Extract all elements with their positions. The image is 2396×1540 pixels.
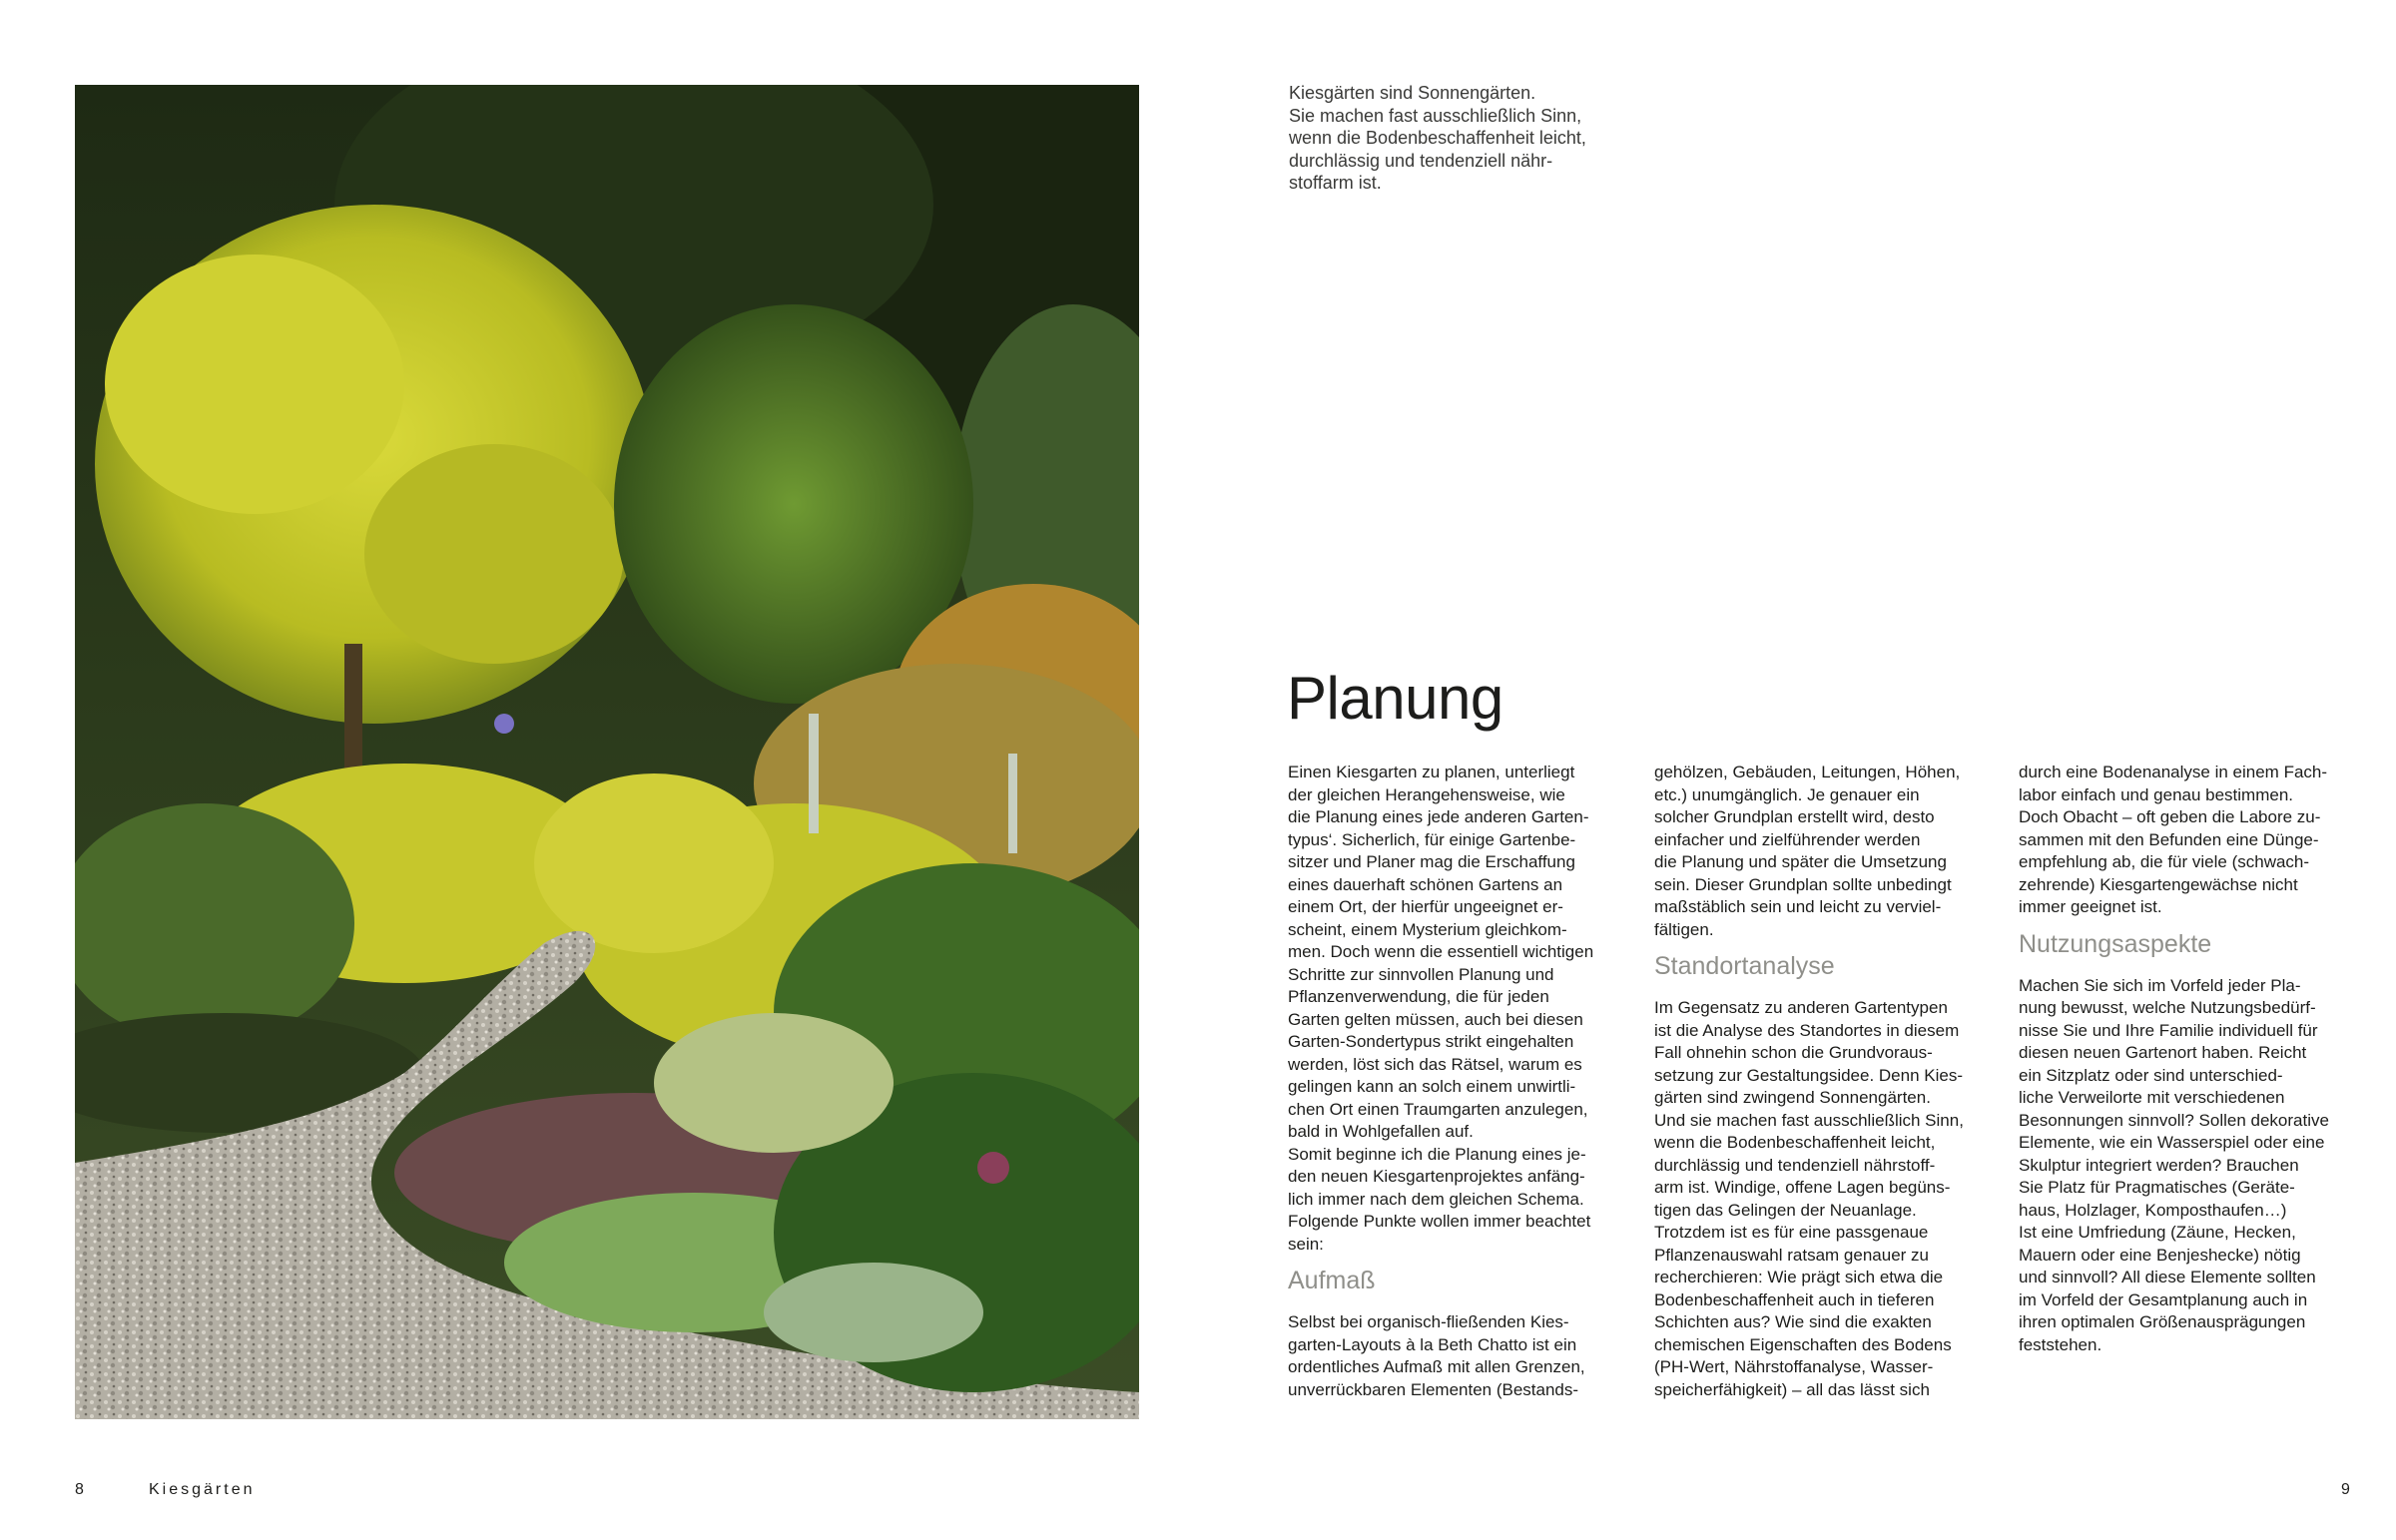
body-line: Bodenbeschaffenheit auch in tieferen [1654,1289,1935,1309]
body-line: einfacher und zielführender werden [1654,829,1921,849]
body-line: maßstäblich sein und leicht zu verviel- [1654,897,1942,916]
body-line: der gleichen Herangehensweise, wie [1288,784,1565,804]
body-line: Mauern oder eine Benjeshecke) nötig [2019,1245,2301,1265]
body-line: etc.) unumgänglich. Je genauer ein [1654,784,1920,804]
body-line: labor einfach und genau bestimmen. [2019,784,2294,804]
body-line: (PH-Wert, Nährstoffanalyse, Wasser- [1654,1357,1934,1376]
body-line: unverrückbaren Elementen (Bestands- [1288,1379,1579,1399]
body-line: ordentliches Aufmaß mit allen Grenzen, [1288,1357,1585,1376]
body-line: setzung zur Gestaltungsidee. Denn Kies- [1654,1065,1964,1085]
body-line: tigen das Gelingen der Neuanlage. [1654,1200,1917,1220]
body-line: werden, löst sich das Rätsel, warum es [1288,1054,1582,1074]
pull-quote-line: wenn die Bodenbeschaffenheit leicht, [1289,128,1586,148]
body-line: durch eine Bodenanalyse in einem Fach- [2019,763,2328,781]
body-line: ist die Analyse des Standortes in diesem [1654,1020,1960,1040]
body-line: recherchieren: Wie prägt sich etwa die [1654,1268,1944,1286]
body-line: Machen Sie sich im Vorfeld jeder Pla- [2019,975,2301,995]
body-line: nisse Sie und Ihre Familie individuell für [2019,1020,2318,1040]
body-line: ein Sitzplatz oder sind unterschied- [2019,1065,2283,1085]
running-title: Kiesgärten [149,1481,256,1498]
body-line: Garten gelten müssen, auch bei diesen [1288,1009,1583,1029]
body-line: Pflanzenauswahl ratsam genauer zu [1654,1245,1929,1265]
body-line: zehrende) Kiesgartengewächse nicht [2019,874,2298,894]
chapter-heading: Planung [1287,665,1503,732]
body-line: Schichten aus? Wie sind die exakten [1654,1312,1932,1331]
body-line: scheint, einem Mysterium gleichkom- [1288,919,1567,939]
body-line: Elemente, wie ein Wasserspiel oder eine [2019,1133,2325,1152]
body-line: Sie Platz für Pragmatisches (Geräte- [2019,1178,2295,1197]
body-line: Selbst bei organisch-fließenden Kies- [1288,1312,1569,1331]
garden-photo-illustration [75,85,1139,1419]
subheading-nutzungsaspekte: Nutzungsaspekte [2019,929,2212,958]
body-line: und sinnvoll? All diese Elemente sollten [2019,1268,2316,1286]
body-line: sein: [1288,1234,1324,1254]
body-line: feststehen. [2019,1334,2102,1354]
subheading-aufmass: Aufmaß [1288,1267,1376,1294]
page-number-left: 8 [75,1481,84,1498]
pull-quote-line: stoffarm ist. [1289,173,1382,193]
body-line: die Planung eines jede anderen Garten- [1288,807,1589,826]
body-line: Im Gegensatz zu anderen Gartentypen [1654,998,1948,1017]
text-column-3 [2019,762,2368,1356]
body-line: Ist eine Umfriedung (Zäune, Hecken, [2019,1223,2296,1242]
body-line: men. Doch wenn die essentiell wichtigen [1288,942,1594,961]
body-line: chen Ort einen Traumgarten anzulegen, [1288,1099,1588,1119]
body-line: Skulptur integriert werden? Brauchen [2019,1155,2299,1175]
pull-quote-line: Kiesgärten sind Sonnengärten. [1289,83,1536,103]
body-line: Schritte zur sinnvollen Planung und [1288,964,1554,984]
body-line: diesen neuen Gartenort haben. Reicht [2019,1043,2307,1062]
body-line: die Planung und später die Umsetzung [1654,852,1947,871]
body-line: ihren optimalen Größenausprägungen [2019,1312,2306,1331]
body-line: speicherfähigkeit) – all das lässt sich [1654,1379,1930,1399]
body-line: gärten sind zwingend Sonnengärten. [1654,1088,1931,1107]
body-line: typus‘. Sicherlich, für einige Gartenbe- [1288,829,1576,849]
body-line: sammen mit den Befunden eine Dünge- [2019,829,2319,849]
body-line: Einen Kiesgarten zu planen, unterliegt [1288,763,1575,781]
body-line: fältigen. [1654,919,1714,939]
text-column-2 [1654,762,2004,1401]
body-line: haus, Holzlager, Komposthaufen…) [2019,1200,2287,1220]
body-line: liche Verweilorte mit verschiedenen [2019,1088,2285,1107]
body-line: wenn die Bodenbeschaffenheit leicht, [1654,1133,1936,1152]
body-line: chemischen Eigenschaften des Bodens [1654,1334,1952,1354]
body-line: den neuen Kiesgartenprojektes anfäng- [1288,1167,1585,1186]
body-line: Garten-Sondertypus strikt eingehalten [1288,1032,1574,1051]
body-line: sein. Dieser Grundplan sollte unbedingt [1654,874,1952,894]
body-line: Fall ohnehin schon die Grundvoraus- [1654,1043,1933,1062]
body-line: bald in Wohlgefallen auf. [1288,1122,1474,1141]
text-column-1 [1288,762,1637,1401]
body-line: Doch Obacht – oft geben die Labore zu- [2019,807,2321,826]
body-line: im Vorfeld der Gesamtplanung auch in [2019,1289,2308,1309]
pull-quote-line: durchlässig und tendenziell nähr- [1289,150,1553,171]
body-line: immer geeignet ist. [2019,897,2162,916]
body-line: empfehlung ab, die für viele (schwach- [2019,852,2310,871]
body-line: lich immer nach dem gleichen Schema. [1288,1189,1584,1209]
body-line: gelingen kann an solch einem unwirtli- [1288,1077,1576,1096]
body-line: gehölzen, Gebäuden, Leitungen, Höhen, [1654,763,1961,781]
pull-quote-line: Sie machen fast ausschließlich Sinn, [1289,105,1582,126]
page-number-right: 9 [2341,1481,2350,1498]
body-line: Und sie machen fast ausschließlich Sinn, [1654,1110,1964,1130]
body-line: Pflanzenverwendung, die für jeden [1288,987,1549,1006]
body-line: einem Ort, der hierfür ungeeignet er- [1288,897,1563,916]
garden-photo [75,85,1139,1419]
body-line: arm ist. Windige, offene Lagen begüns- [1654,1178,1951,1197]
body-line: durchlässig und tendenziell nährstoff- [1654,1155,1936,1175]
body-line: garten-Layouts à la Beth Chatto ist ein [1288,1334,1577,1354]
body-line: solcher Grundplan erstellt wird, desto [1654,807,1935,826]
body-line: Besonnungen sinnvoll? Sollen dekorative [2019,1110,2329,1130]
body-line: sitzer und Planer mag die Erschaffung [1288,852,1575,871]
body-line: Somit beginne ich die Planung eines je- [1288,1144,1586,1164]
body-line: nung bewusst, welche Nutzungsbedürf- [2019,998,2316,1017]
subheading-standortanalyse: Standortanalyse [1654,952,1835,980]
pull-quote [1289,82,1648,195]
body-line: Trotzdem ist es für eine passgenaue [1654,1223,1929,1242]
body-line: Folgende Punkte wollen immer beachtet [1288,1212,1591,1231]
body-line: eines dauerhaft schönen Gartens an [1288,874,1563,894]
